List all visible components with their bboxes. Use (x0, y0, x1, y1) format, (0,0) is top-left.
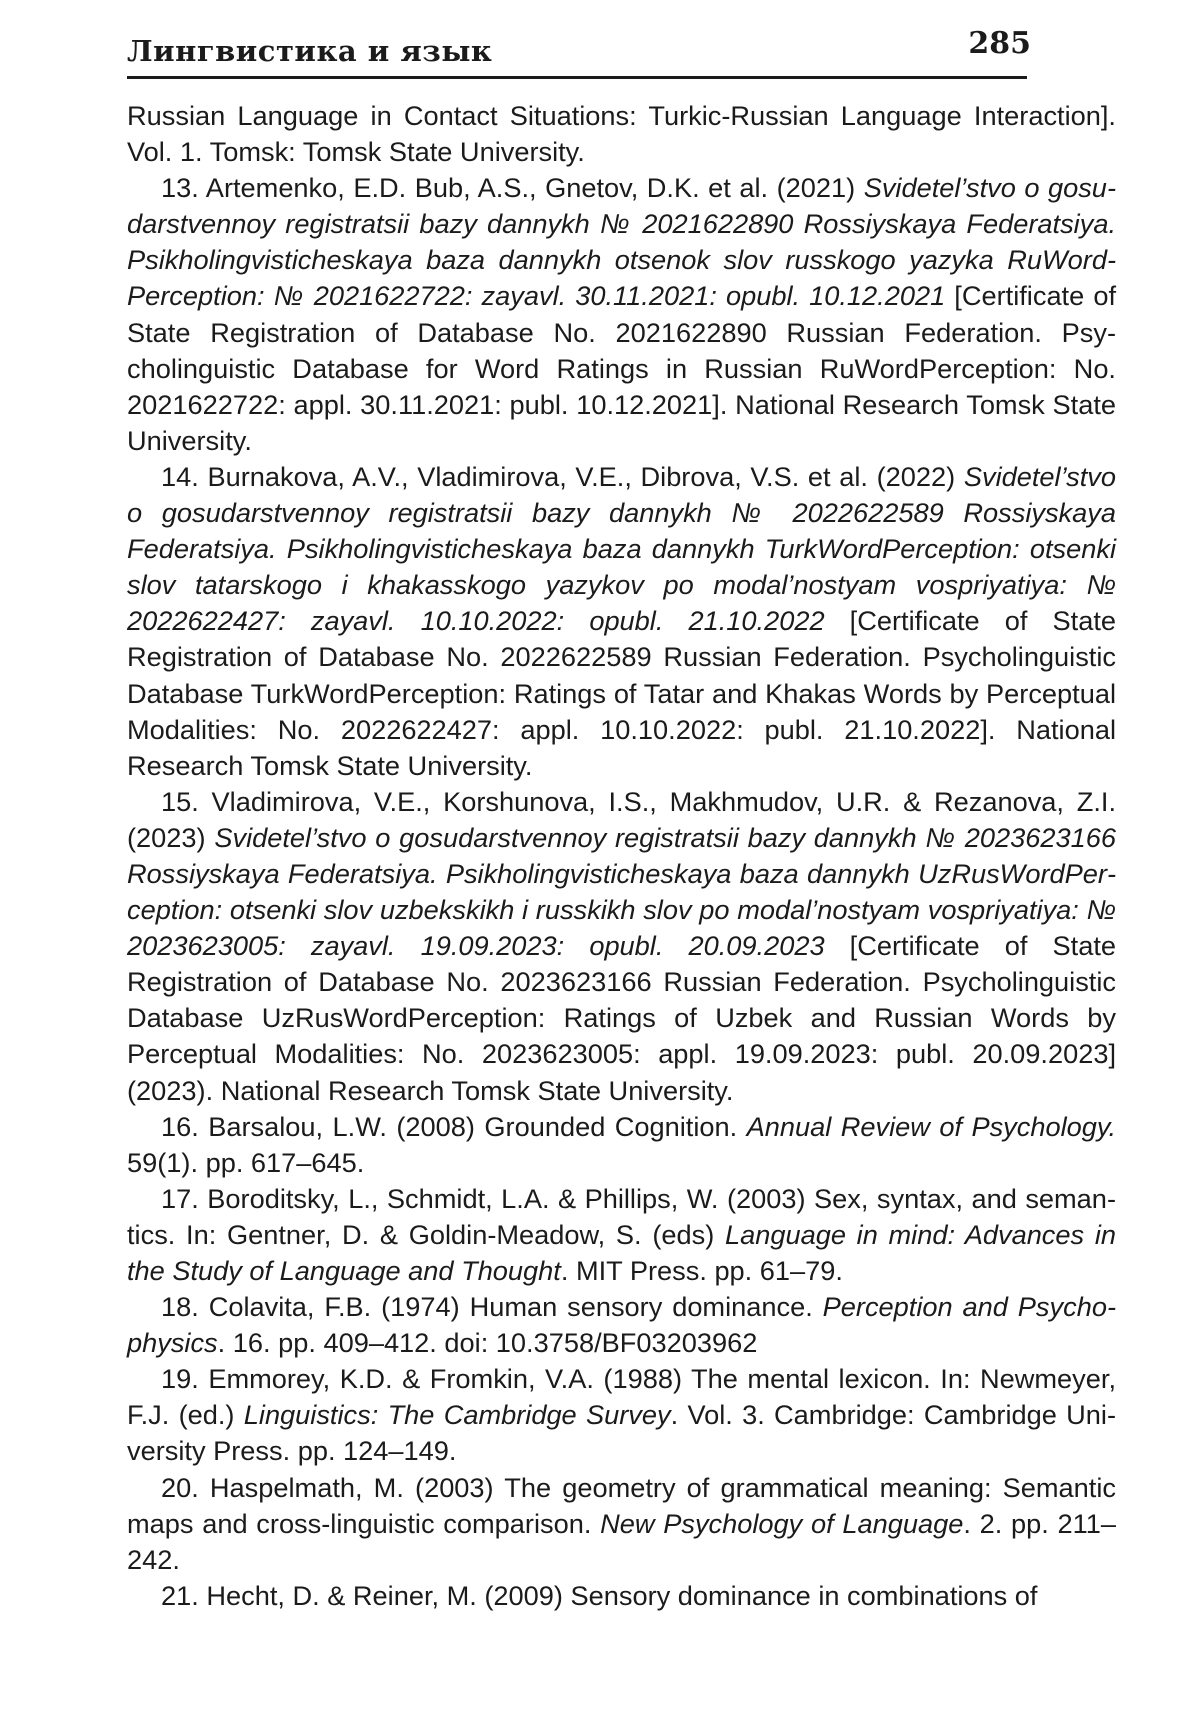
reference-italic-title: Language in mind: Advances in the Study of Language and Thought (127, 1218, 1116, 1286)
reference-14 (127, 459, 1116, 784)
reference-text: 18. Colavita, F.B. (1974) Human sensory dominance. (161, 1291, 823, 1323)
reference-text: 14. Burnakova, A.V., Vladimirova, V.E., Dibrova, V.S. et al. (2022) (161, 460, 964, 492)
reference-text: 16. Barsalou, L.W. (2008) Grounded Cognition. (161, 1110, 747, 1142)
running-head (127, 26, 1031, 82)
reference-text: [Certificate of State Registration of Database No. 2021622890 Russian Federation. Psycholinguistic Database for Word Ratings in Russian RuWordPerception: No. 2021622722: appl. 30.11.2021: publ. 10.12.2021]. National Research Tomsk State University. (127, 280, 1117, 456)
section-title: Лингвистика и язык (127, 34, 493, 68)
reference-20 (127, 1470, 1116, 1578)
reference-text: [Certificate of State Registration of Database No. 2022622589 Russian Federation. Psycholinguistic Database TurkWordPerception: Ratings of Tatar and Khakas Words by Perceptual Modalities: No. 2022622427: appl. 10.10.2022: publ. 21.10.2022]. National Research Tomsk State University. (127, 605, 1116, 781)
reference-continued (127, 98, 1116, 170)
reference-19 (127, 1361, 1116, 1469)
page-number: 285 (968, 26, 1031, 61)
header-rule (127, 76, 1027, 79)
reference-text: 59(1). pp. 617–645. (127, 1146, 365, 1178)
reference-text: Russian Language in Contact Situations: Turkic-Russian Language Interaction]. Vol. 1. Tomsk: Tomsk State University. (127, 100, 1116, 168)
reference-18 (127, 1289, 1116, 1361)
reference-text: 15. Vladimirova, V.E., Korshunova, I.S., Makhmudov, U.R. & Rezanova, Z.I. (2023) (127, 785, 1116, 853)
reference-italic-title: Svidetel’stvo o gosudarstvennoy registratsii bazy dannykh № 2023623166 Rossiyskaya Federatsiya. Psikholingvisticheskaya baza dannykh UzRusWordPerception: otsenki slov uzbekskikh i russkikh slov po modal’nostyam vospriyatiya: № 2023623005: zayavl. 19.09.2023: opubl. 20.09.2023 (127, 821, 1116, 962)
reference-text: . 2. pp. 211–242. (127, 1507, 1117, 1575)
reference-16 (127, 1109, 1116, 1181)
reference-21 (127, 1578, 1116, 1614)
reference-text: 20. Haspelmath, M. (2003) The geometry of grammatical meaning: Semantic maps and cross-linguistic comparison. (127, 1471, 1116, 1539)
reference-13 (127, 170, 1116, 459)
reference-text: 13. Artemenko, E.D. Bub, A.S., Gnetov, D.K. et al. (2021) (161, 172, 864, 204)
reference-text: 21. Hecht, D. & Reiner, M. (2009) Sensory dominance in combinations of (161, 1579, 1038, 1611)
reference-17 (127, 1181, 1116, 1289)
reference-text: . MIT Press. pp. 61–79. (560, 1255, 843, 1286)
reference-text: . Vol. 3. Cambridge: Cambridge University Press. pp. 124–149. (127, 1399, 1116, 1467)
reference-text: 17. Boroditsky, L., Schmidt, L.A. & Phillips, W. (2003) Sex, syntax, and semantics. In: Gentner, D. & Goldin-Meadow, S. (eds) (127, 1182, 1116, 1250)
reference-text: . 16. pp. 409–412. doi: 10.3758/BF03203962 (217, 1327, 758, 1359)
reference-italic-title: Perception and Psychophysics (127, 1291, 1117, 1359)
reference-italic-title: Svidetel’stvo o gosudarstvennoy registratsii bazy dannykh № 2021622890 Rossiyskaya Federatsiya. Psikholingvisticheskaya baza dannykh otsenok slov russkogo yazyka RuWordPerception: № 2021622722: zayavl. 30.11.2021: opubl. 10.12.2021 (127, 172, 1116, 312)
reference-list (127, 98, 1116, 1614)
reference-15 (127, 784, 1116, 1109)
reference-italic-title: New Psychology of Language (600, 1507, 964, 1539)
reference-italic-title: Linguistics: The Cambridge Survey (243, 1399, 671, 1431)
reference-text: [Certificate of State Registration of Database No. 2023623166 Russian Federation. Psycholinguistic Database UzRusWordPerception: Ratings of Uzbek and Russian Words by Perceptual Modalities: No. 2023623005: appl. 19.09.2023: publ. 20.09.2023] (2023). National Research Tomsk State University. (127, 930, 1116, 1106)
reference-italic-title: Svidetel’stvo o gosudarstvennoy registratsii bazy dannykh № 2022622589 Rossiyskaya Federatsiya. Psikholingvisticheskaya baza dannykh TurkWordPerception: otsenki slov tatarskogo i khakasskogo yazykov po modal’nostyam vospriyatiya: № 2022622427: zayavl. 10.10.2022: opubl. 21.10.2022 (127, 460, 1116, 637)
reference-text: 19. Emmorey, K.D. & Fromkin, V.A. (1988) The mental lexicon. In: Newmeyer, F.J. (ed.) (127, 1363, 1116, 1431)
reference-italic-title: Annual Review of Psychology. (746, 1110, 1117, 1142)
